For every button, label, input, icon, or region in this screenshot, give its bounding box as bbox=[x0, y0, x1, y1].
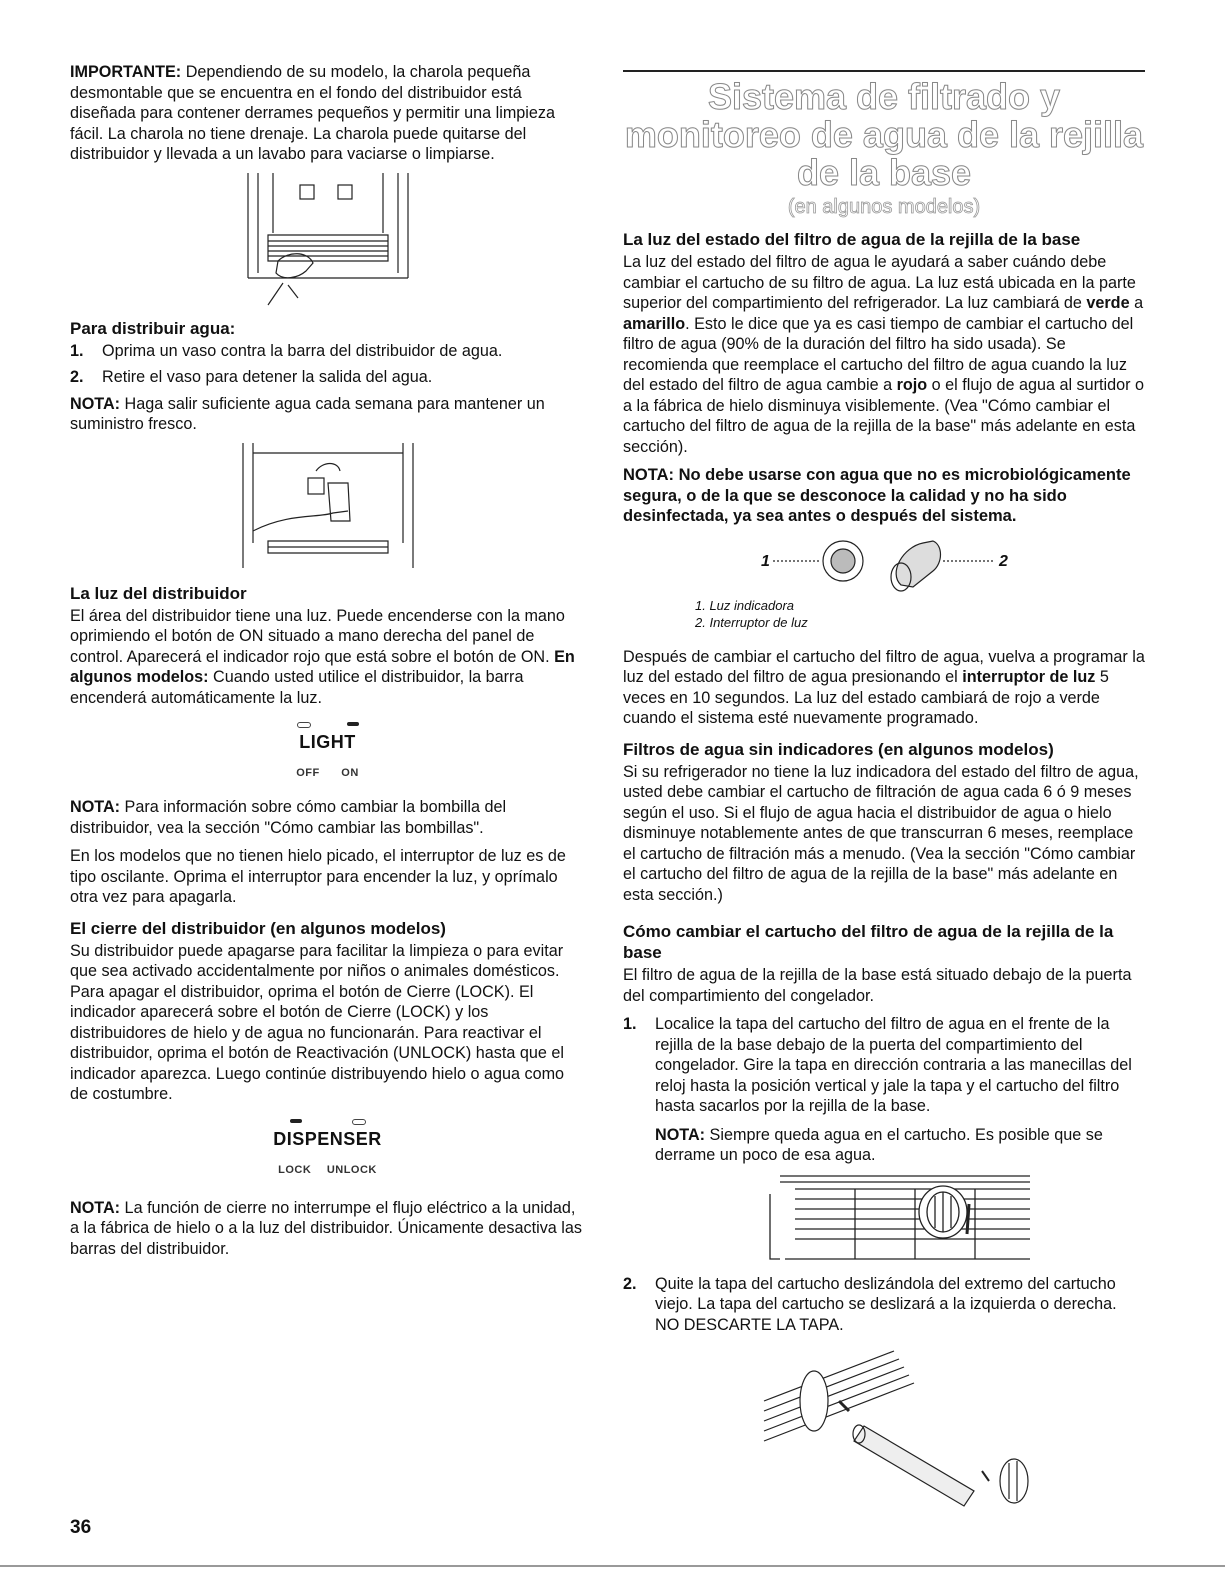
list-item bbox=[70, 367, 585, 388]
on-button[interactable]: ON bbox=[341, 767, 359, 779]
base-grille-illustration bbox=[765, 1174, 1035, 1264]
nota-label: NOTA: bbox=[70, 394, 121, 413]
despues-paragraph bbox=[623, 647, 1145, 729]
dispense-water-illustration bbox=[228, 443, 428, 573]
unlock-indicator bbox=[352, 1119, 366, 1125]
light-panel-title: LIGHT bbox=[299, 732, 356, 752]
list-item bbox=[623, 1274, 1145, 1336]
text-b: 5 veces en 10 segundos. La luz del estado cambiará de rojo a verde cuando el sistema esté nuevamente programado. bbox=[623, 668, 1109, 727]
cierre-heading: El cierre del distribuidor (en algunos modelos) bbox=[70, 918, 446, 938]
como-heading: Cómo cambiar el cartucho del filtro de agua de la rejilla de la base bbox=[623, 922, 1114, 962]
hielo-paragraph: En los modelos que no tienen hielo picado, el interruptor de luz es de tipo oscilante. Oprima el interruptor para encender la luz, y oprímalo otra vez para apagarla. bbox=[70, 847, 566, 906]
filtros-paragraph: Si su refrigerador no tiene la luz indicadora del estado del filtro de agua, usted debe cambiar el cartucho de filtración de agua cada 6 ó 9 meses según el uso. Si el flujo de agua hacia el distribuidor de agua o hielo disminuye notablemente antes de que transcurran 6 meses, reemplace el cartucho de filtración más a menudo. (Vea la sección "Cómo cambiar el cartucho del filtro de agua de la rejilla de la base" más adelante en esta sección.) bbox=[623, 762, 1139, 904]
figure-captions bbox=[695, 597, 1145, 631]
indicator-and-switch-icon bbox=[773, 535, 1073, 597]
amarillo-word: amarillo bbox=[623, 314, 686, 333]
step-number: 1. bbox=[70, 341, 84, 360]
nota-text: Para información sobre cómo cambiar la bombilla del distribuidor, vea la sección "Cómo cambiar las bombillas". bbox=[70, 798, 507, 837]
off-button[interactable]: OFF bbox=[296, 767, 320, 779]
luz-paragraph bbox=[70, 606, 585, 709]
list-item bbox=[623, 1014, 1145, 1264]
figure-label-2: 2 bbox=[999, 552, 1008, 570]
rojo-word: rojo bbox=[896, 376, 928, 394]
light-buttons bbox=[70, 767, 585, 779]
nota3-paragraph bbox=[70, 1198, 585, 1260]
left-column bbox=[70, 62, 585, 1267]
nota-text: Siempre queda agua en el cartucho. Es posible que se derrame un poco de esa agua. bbox=[655, 1125, 1103, 1164]
interruptor-word: interruptor de luz bbox=[962, 668, 1096, 686]
text-c: o el flujo de agua al surtidor o a la fábrica de hielo disminuya visiblemente. (Vea "Cómo cambiar el cartucho del filtro de agua de la rejilla de la base" más adelante en esta sección). bbox=[623, 376, 1145, 456]
step-number: 2. bbox=[623, 1274, 637, 1293]
nota-label: NOTA: bbox=[70, 798, 121, 816]
light-switch-figure bbox=[623, 535, 1145, 597]
importante-text: Dependiendo de su modelo, la charola pequeña desmontable que se encuentra en el fondo del distribuidor está diseñada para contener derrames pequeños y permitir una limpieza fácil. La charola no tiene drenaje. La charola puede quitarse del distribuidor y llevada a un lavabo para vaciarse o limpiarse. bbox=[70, 63, 556, 163]
dispense-steps bbox=[70, 341, 585, 388]
nota-text: La función de cierre no interrumpe el flujo eléctrico a la unidad, a la fábrica de hielo o a la luz del distribuidor. Únicamente desactiva las barras del distribuidor. bbox=[70, 1198, 582, 1258]
step-text: Retire el vaso para detener la salida del agua. bbox=[102, 368, 433, 386]
filter-steps bbox=[623, 1014, 1145, 1335]
lock-button[interactable]: LOCK bbox=[278, 1163, 312, 1176]
nota1-paragraph bbox=[70, 394, 585, 435]
dispenser-panel-title: DISPENSER bbox=[273, 1128, 382, 1149]
cierre-paragraph: Su distribuidor puede apagarse para facilitar la limpieza o para evitar que sea activado accidentalmente por niños o animales domésticos. Para apagar el distribuidor, oprima el botón de Cierre (LOCK). El indicador aparecerá sobre el botón de Cierre (LOCK) y los distribuidores de hielo y de agua no funcionarán. Para reactivar el distribuidor, oprima el botón de Reactivación (UNLOCK) hasta que el indicador aparezca. Luego continúe distribuyendo hielo o agua como de costumbre. bbox=[70, 941, 565, 1103]
light-indicators bbox=[70, 722, 585, 728]
como-paragraph: El filtro de agua de la rejilla de la base está situado debajo de la puerta del compartimiento del congelador. bbox=[623, 966, 1132, 1005]
dispenser-buttons bbox=[70, 1164, 585, 1176]
list-item bbox=[70, 341, 585, 362]
step-text: Localice la tapa del cartucho del filtro de agua en el frente de la rejilla de la base debajo de la puerta del compartimiento del congelador. Gire la tapa en dirección contraria a las manecillas del reloj hasta la posición vertical y jale la tapa y el cartucho del filtro hasta sacarlos por la rejilla de la base. bbox=[655, 1015, 1132, 1115]
step1-nota bbox=[655, 1125, 1145, 1166]
light-panel bbox=[70, 722, 585, 779]
luz-text-b: Cuando usted utilice el distribuidor, la barra encenderá automáticamente la luz. bbox=[70, 668, 524, 707]
off-indicator bbox=[297, 722, 311, 728]
importante-paragraph bbox=[70, 62, 585, 165]
caption-1: 1. Luz indicadora bbox=[695, 597, 795, 613]
lock-indicator bbox=[290, 1119, 302, 1123]
drip-tray-illustration bbox=[228, 173, 428, 308]
connector: a bbox=[1129, 294, 1144, 312]
step-number: 1. bbox=[623, 1015, 637, 1033]
section-title: Sistema de filtrado y monitoreo de agua de la rejilla de la base bbox=[624, 76, 1144, 193]
text-b: . Esto le dice que ya es casi tiempo de cambiar el cartucho del filtro de agua (90% de la duración del filtro ha sido usada). Se recomienda que reemplace el cartucho del filtro de agua cuando la luz del estado del filtro de agua cambie a bbox=[623, 314, 1134, 394]
section-subtitle: (en algunos modelos) bbox=[787, 196, 981, 218]
page-number: 36 bbox=[70, 1517, 92, 1538]
on-indicator bbox=[347, 722, 359, 726]
luz-text-a: El área del distribuidor tiene una luz. Puede encenderse con la mano oprimiendo el botón de ON situado a mano derecha del panel de control. Aparecerá el indicador rojo que está sobre el botón de ON. bbox=[70, 606, 565, 666]
text-a: La luz del estado del filtro de agua le ayudará a saber cuándo debe cambiar el cartucho de su filtro de agua. La luz está ubicada en la parte superior del compartimiento del refrigerador. La luz cambiará de bbox=[623, 253, 1136, 312]
right-column bbox=[623, 62, 1145, 1521]
nota2-paragraph bbox=[70, 797, 585, 838]
step-text: Quite la tapa del cartucho deslizándola del extremo del cartucho viejo. La tapa del cartucho se deslizará a la izquierda o derecha. NO DESCARTE LA TAPA. bbox=[655, 1274, 1117, 1334]
luz-heading: La luz del distribuidor bbox=[70, 583, 247, 603]
luz-estado-paragraph bbox=[623, 252, 1145, 457]
luz-estado-heading: La luz del estado del filtro de agua de la rejilla de la base bbox=[623, 230, 1081, 249]
bottom-rule bbox=[0, 1565, 1225, 1567]
figure-label-1: 1 bbox=[761, 552, 770, 570]
filtros-heading: Filtros de agua sin indicadores (en algunos modelos) bbox=[623, 739, 1054, 759]
para-distribuir-heading: Para distribuir agua: bbox=[70, 318, 236, 338]
cartridge-removal-illustration bbox=[714, 1341, 1054, 1521]
unlock-button[interactable]: UNLOCK bbox=[326, 1163, 377, 1176]
dispenser-panel bbox=[70, 1119, 585, 1176]
dispenser-indicators bbox=[70, 1119, 585, 1125]
importante-label: IMPORTANTE: bbox=[70, 63, 182, 81]
step-number: 2. bbox=[70, 368, 84, 386]
nota-label: NOTA: bbox=[655, 1125, 706, 1144]
nota-label: NOTA: bbox=[70, 1198, 121, 1217]
nota-text: Haga salir suficiente agua cada semana para mantener un suministro fresco. bbox=[70, 394, 545, 433]
verde-word: verde bbox=[1086, 294, 1130, 312]
step-text: Oprima un vaso contra la barra del distribuidor de agua. bbox=[102, 341, 503, 360]
text-a: Después de cambiar el cartucho del filtro de agua, vuelva a programar la luz del estado del filtro de agua presionando el bbox=[623, 647, 1145, 686]
nota-bold-paragraph: NOTA: No debe usarse con agua que no es microbiológicamente segura, o de la que se desconoce la calidad y no ha sido desinfectada, ya sea antes o después del sistema. bbox=[623, 466, 1131, 525]
luz-bold: En algunos modelos: bbox=[70, 647, 575, 686]
caption-2: 2. Interruptor de luz bbox=[695, 614, 808, 630]
